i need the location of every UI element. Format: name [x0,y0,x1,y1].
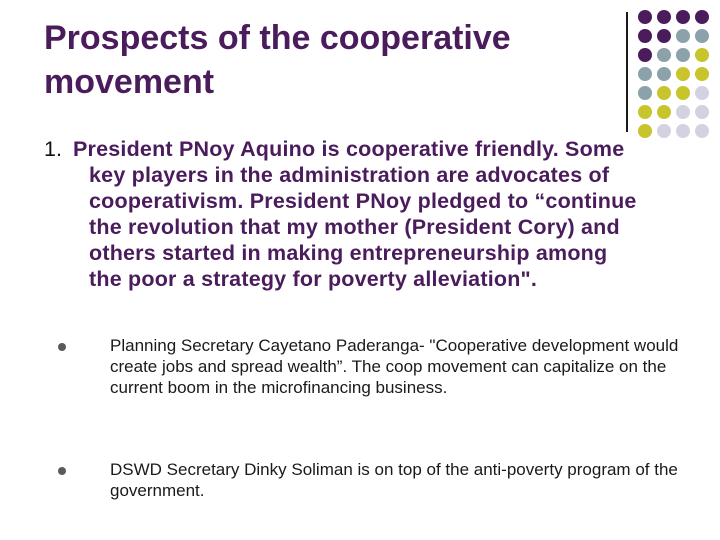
sub-bullet-text: Planning Secretary Cayetano Paderanga- "Cooperative development would create jobs and spread wealth”. The coop movement can capitalize on the current boom in the microfinancing business. [110,336,679,397]
decorative-dot-purple [638,10,652,24]
decorative-dot-olive [657,105,671,119]
decorative-dot-olive [676,67,690,81]
sub-bullet-text: DSWD Secretary Dinky Soliman is on top of the anti-poverty program of the government. [110,460,678,500]
decorative-dot-purple [657,10,671,24]
slide-title: Prospects of the cooperative movement [44,19,511,101]
decorative-dot-purple [657,29,671,43]
bullet-icon [58,343,66,351]
decorative-dot-purple [695,10,709,24]
decorative-dot-slate [676,29,690,43]
decorative-dot-olive [638,105,652,119]
decorative-dot-purple [676,10,690,24]
decorative-dot-olive [676,86,690,100]
decorative-dot-olive [695,67,709,81]
decorative-dot-slate [657,48,671,62]
decorative-dot-slate [638,86,652,100]
decorative-dot-lavender [657,124,671,138]
decorative-dot-lavender [695,86,709,100]
decorative-dot-olive [695,48,709,62]
title-divider-line [626,12,628,132]
decorative-dot-slate [638,67,652,81]
decorative-dot-grid [638,10,709,138]
decorative-dot-purple [638,29,652,43]
decorative-dot-lavender [695,124,709,138]
bullet-icon [58,467,66,475]
main-point [44,136,644,292]
main-point-text: President PNoy Aquino is cooperative friendly. Some key players in the administration are advocates of cooperativism. President PNoy pledged to “continue the revolution that my mother (President Cory) and others started in making entrepreneurship among the poor a strategy for poverty alleviation". [73,137,637,291]
decorative-dot-olive [657,86,671,100]
decorative-dot-lavender [676,124,690,138]
main-point-number: 1. [44,137,62,161]
decorative-dot-slate [695,29,709,43]
decorative-dot-purple [638,48,652,62]
decorative-dot-lavender [676,105,690,119]
decorative-dot-slate [676,48,690,62]
decorative-dot-slate [657,67,671,81]
decorative-dot-lavender [695,105,709,119]
